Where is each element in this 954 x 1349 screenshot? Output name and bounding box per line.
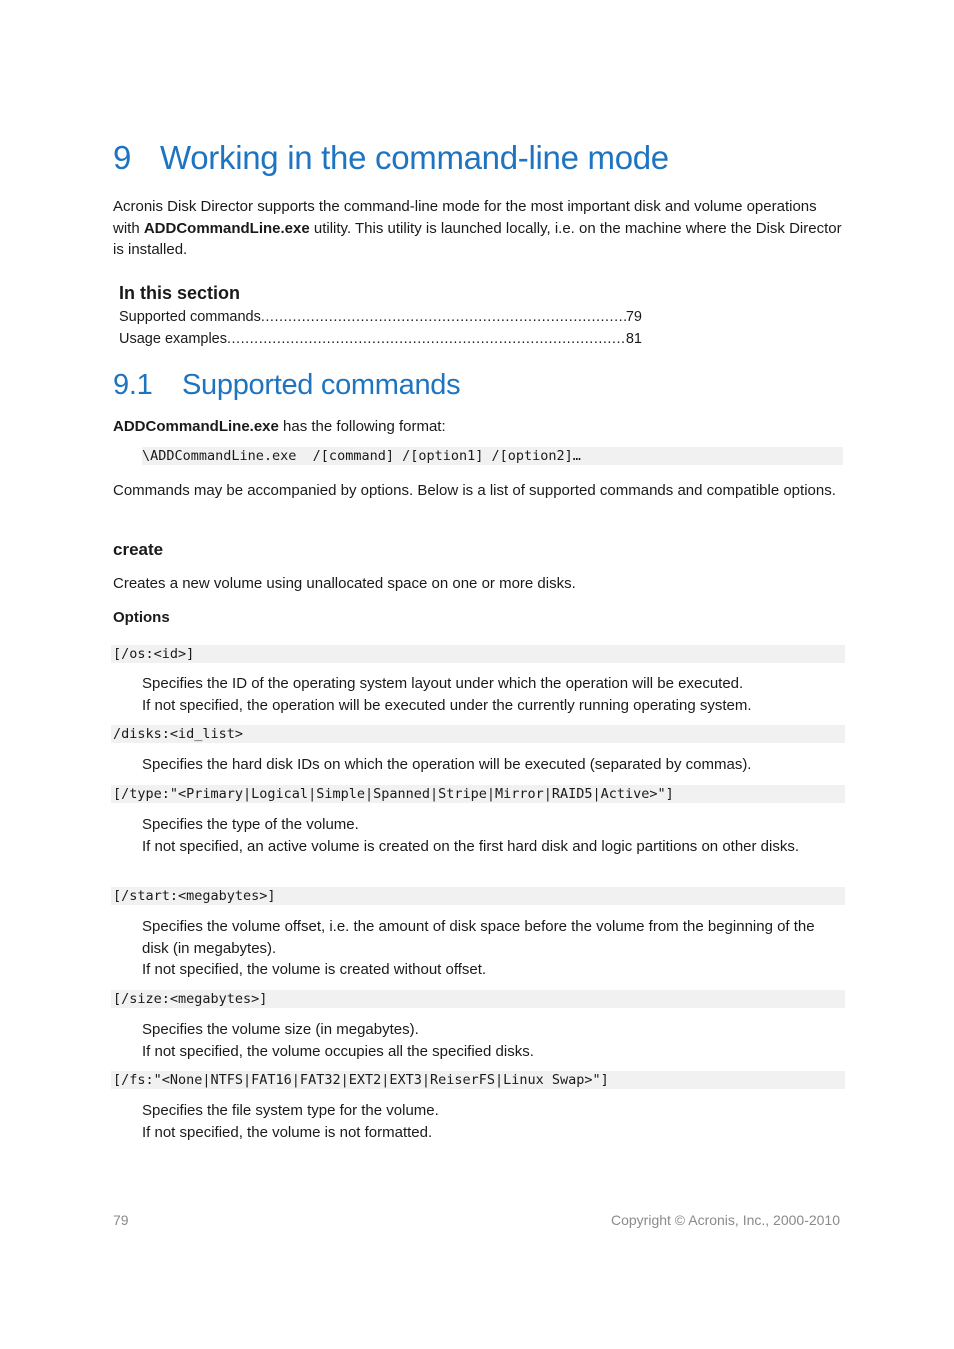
chapter-number: 9: [113, 139, 132, 176]
page-number: 79: [113, 1212, 129, 1228]
intro-text: Acronis Disk Director supports the command-line mode for the most important disk and volume operations with: [113, 198, 817, 237]
option-desc-line: If not specified, the operation will be executed under the currently running operating system.: [142, 696, 752, 714]
copyright: Copyright © Acronis, Inc., 2000-2010: [611, 1212, 840, 1228]
option-code-start: [/start:<megabytes>]: [111, 887, 845, 905]
toc-item-label: Usage examples: [119, 331, 227, 347]
options-heading: Options: [113, 609, 170, 626]
commands-note: Commands may be accompanied by options. Below is a list of supported commands and compatible options.: [113, 482, 836, 499]
toc-item-supported-commands[interactable]: [119, 307, 642, 327]
option-desc-line: Specifies the volume size (in megabytes).: [142, 1021, 419, 1038]
option-desc-line: Specifies the type of the volume.: [142, 816, 359, 833]
option-desc-line: If not specified, the volume is not formatted.: [142, 1123, 433, 1141]
option-desc-line: If not specified, an active volume is created on the first hard disk and logic partitions on other disks.: [142, 837, 800, 855]
option-desc-line: If not specified, the volume is created without offset.: [142, 961, 487, 978]
option-code-os: [/os:<id>]: [111, 645, 845, 663]
option-desc-line: Specifies the ID of the operating system layout under which the operation will be executed.: [142, 675, 744, 692]
toc-item-page: 79: [625, 309, 642, 325]
intro-text-end: utility. This utility is launched locally, i.e. on the machine where the Disk Director is installed.: [113, 219, 842, 258]
toc-item-usage-examples[interactable]: [119, 329, 642, 349]
option-desc-type: [142, 814, 842, 857]
option-desc-start: [142, 916, 842, 981]
toc-item-page: 81: [625, 331, 642, 347]
section-heading: [113, 369, 460, 402]
option-code-size: [/size:<megabytes>]: [111, 990, 845, 1008]
create-heading: create: [113, 540, 164, 559]
intro-paragraph: [113, 196, 843, 261]
create-description: Creates a new volume using unallocated space on one or more disks.: [113, 575, 576, 592]
option-desc-os: [142, 673, 842, 716]
option-desc-size: [142, 1019, 842, 1062]
option-desc-line: Specifies the hard disk IDs on which the operation will be executed (separated by commas).: [142, 756, 752, 773]
option-desc-disks: [142, 754, 842, 776]
format-code: \ADDCommandLine.exe /[command] /[option1] /[option2]…: [142, 447, 843, 465]
option-code-type: [/type:"<Primary|Logical|Simple|Spanned|Stripe|Mirror|RAID5|Active>"]: [111, 785, 845, 803]
format-text: has the following format:: [278, 418, 446, 435]
option-code-disks: /disks:<id_list>: [111, 725, 845, 743]
section-title: Supported commands: [182, 369, 461, 401]
option-desc-line: Specifies the file system type for the volume.: [142, 1102, 439, 1119]
option-code-fs: [/fs:"<None|NTFS|FAT16|FAT32|EXT2|EXT3|ReiserFS|Linux Swap>"]: [111, 1071, 845, 1089]
toc-title: In this section: [119, 283, 241, 303]
format-utility-name: ADDCommandLine.exe: [113, 418, 279, 435]
option-desc-line: If not specified, the volume occupies all the specified disks.: [142, 1042, 534, 1060]
intro-utility-name: ADDCommandLine.exe: [143, 219, 310, 237]
chapter-title: Working in the command-line mode: [160, 139, 669, 176]
format-paragraph: [113, 416, 843, 438]
option-desc-line: Specifies the volume offset, i.e. the amount of disk space before the volume from the beginning of the disk (in megabytes).: [142, 918, 815, 957]
section-number: 9.1: [113, 369, 153, 401]
option-desc-fs: [142, 1100, 842, 1143]
chapter-heading: [113, 139, 669, 177]
toc-item-label: Supported commands: [119, 309, 261, 325]
